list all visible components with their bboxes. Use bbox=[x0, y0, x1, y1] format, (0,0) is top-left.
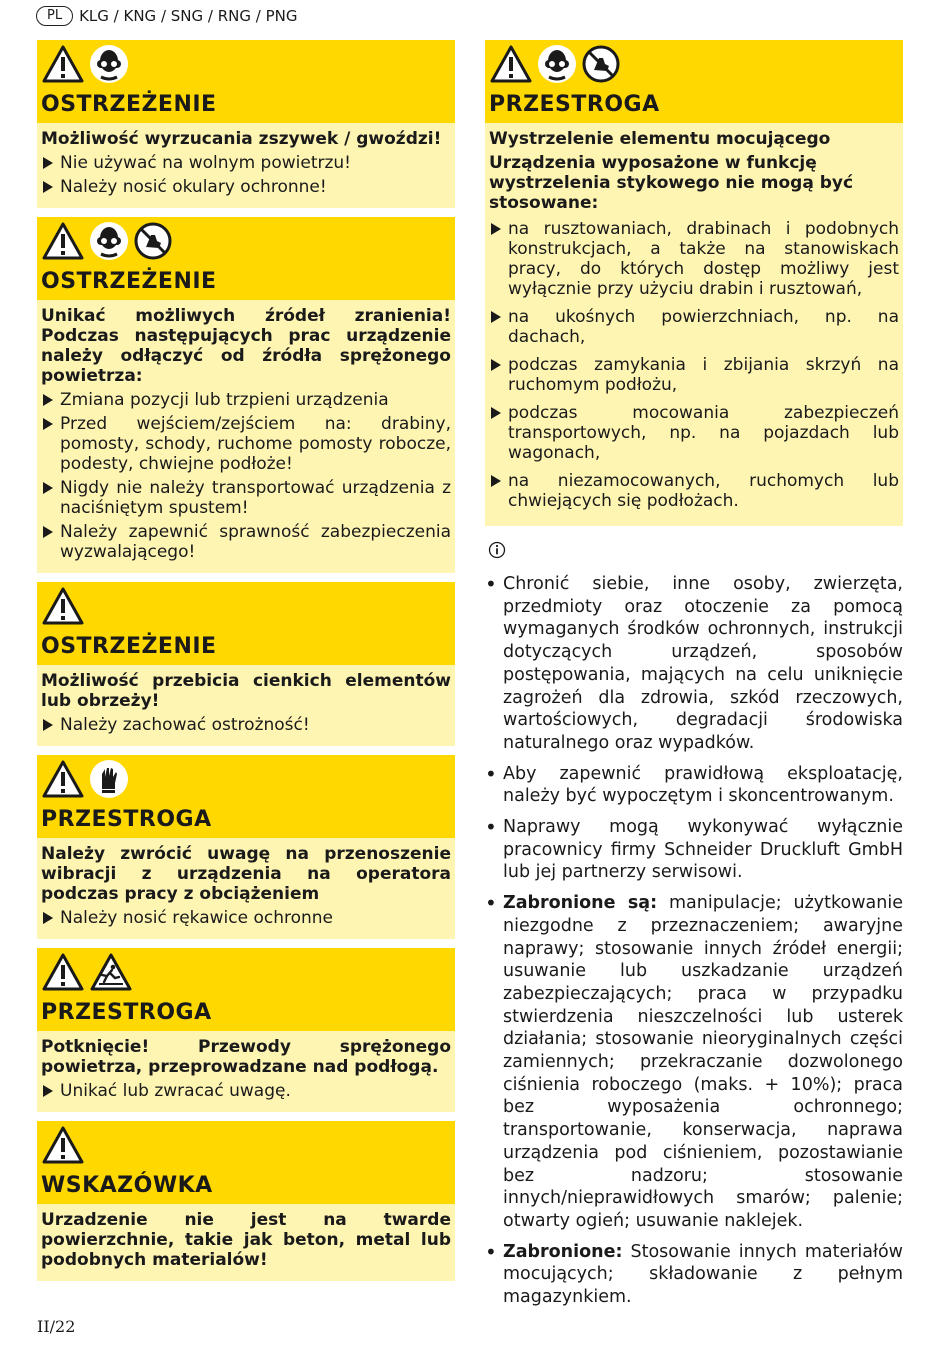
list-item: Zmiana pozycji lub trzpieni urządzenia bbox=[41, 390, 451, 410]
warning-lead: Wystrzelenie elementu mocującego bbox=[489, 129, 831, 149]
list-item: podczas zamykania i zbijania skrzyń na ruchomym podłożu, bbox=[489, 355, 899, 395]
list-item: Należy zapewnić sprawność zabezpieczenia wyzwalającego! bbox=[41, 522, 451, 562]
safety-goggles-icon bbox=[89, 221, 129, 261]
warning-triangle-icon bbox=[41, 586, 85, 626]
warning-box bbox=[37, 40, 455, 208]
icon-row bbox=[489, 44, 899, 86]
info-bullet-label: Zabronione: bbox=[503, 1241, 623, 1262]
info-icon bbox=[488, 541, 506, 559]
list-item: Przed wejściem/zejściem na: drabiny, pomosty, schody, ruchome pomosty robocze, podesty, chwiejne podłoże! bbox=[41, 414, 451, 474]
list-item: Należy nosić okulary ochronne! bbox=[41, 177, 451, 197]
list-item: Należy nosić rękawice ochronne bbox=[41, 908, 451, 928]
warning-list bbox=[489, 219, 899, 511]
info-bullet-text: Aby zapewnić prawidłową eksploatację, należy być wypoczętym i skoncentrowanym. bbox=[503, 763, 903, 807]
warning-triangle-icon bbox=[41, 221, 85, 261]
info-bullet bbox=[485, 763, 903, 808]
info-bullet-list bbox=[485, 573, 903, 1309]
warning-lead: Urzadzenie nie jest na twarde powierzchnie, takie jak beton, metal lub podobnych materialów! bbox=[41, 1210, 451, 1270]
warning-box-header bbox=[37, 1121, 455, 1204]
warning-body bbox=[37, 665, 455, 746]
info-bullet-text: manipulacje; użytkowanie niezgodne z przeznaczeniem; awaryjne naprawy; stosowanie innych źródeł energii; usuwanie lub uszkadzanie urządzeń zabezpieczających; praca w przypadku stwierdzenia nieszczelności lub usterek działania; stosowanie nieoryginalnych części zamiennych; przekraczanie dozwolonego ciśnienia roboczego (maks. + 10%); praca bez wyposażenia ochronnego; transportowanie, konserwacja, naprawa urządzenia pod ciśnieniem, pozostawianie bez nadzoru; stosowanie innych/nieprawidłowych smarów; palenie; otwarty ogień; usuwanie naklejek. bbox=[503, 893, 903, 1231]
warning-list bbox=[41, 1081, 451, 1101]
warning-list bbox=[41, 390, 451, 562]
safety-goggles-icon bbox=[89, 44, 129, 84]
warning-box bbox=[37, 217, 455, 573]
safety-goggles-icon bbox=[537, 44, 577, 84]
info-bullet-text: Chronić siebie, inne osoby, zwierzęta, przedmioty oraz otoczenie za pomocą wymaganych środków ochronnych, instrukcji dotyczących urządzeń, sposobów postępowania, mających na celu uniknięcie zagrożeń dla zdrowia, szkód rzeczowych, wartościowych, degradacji środowiska naturalnego oraz wypadków. bbox=[503, 574, 903, 753]
warning-body bbox=[37, 1031, 455, 1112]
warning-box bbox=[37, 1121, 455, 1281]
model-list: KLG / KNG / SNG / RNG / PNG bbox=[79, 7, 298, 25]
list-item: podczas mocowania zabezpieczeń transportowych, np. na pojazdach lub wagonach, bbox=[489, 403, 899, 463]
warning-box-header bbox=[37, 40, 455, 123]
right-column bbox=[485, 40, 903, 1317]
list-item: Nie używać na wolnym powietrzu! bbox=[41, 153, 451, 173]
warning-title: OSTRZEŻENIE bbox=[41, 92, 217, 117]
info-bullet bbox=[485, 816, 903, 884]
warning-body bbox=[485, 123, 903, 526]
icon-row bbox=[41, 44, 451, 86]
warning-triangle-icon bbox=[41, 44, 85, 84]
trip-hazard-icon bbox=[89, 952, 133, 992]
list-item: na niezamocowanych, ruchomych lub chwiejących się podłożach. bbox=[489, 471, 899, 511]
list-item: Należy zachować ostrożność! bbox=[41, 715, 451, 735]
list-item: na rusztowaniach, drabinach i podobnych konstrukcjach, a także na stanowiskach pracy, do których dostęp możliwy jest wyłącznie przy użyciu drabin i rusztowań, bbox=[489, 219, 899, 299]
icon-row bbox=[41, 586, 451, 628]
no-hand-icon bbox=[581, 44, 621, 84]
warning-box bbox=[37, 755, 455, 939]
warning-list bbox=[41, 715, 451, 735]
warning-box bbox=[485, 40, 903, 526]
language-badge: PL bbox=[36, 6, 73, 26]
warning-body bbox=[37, 123, 455, 208]
warning-subtitle: Urządzenia wyposażone w funkcję wystrzelenia stykowego nie mogą być stosowane: bbox=[489, 153, 854, 213]
warning-title: PRZESTROGA bbox=[41, 1000, 212, 1025]
warning-box bbox=[37, 582, 455, 746]
warning-title: OSTRZEŻENIE bbox=[41, 634, 217, 659]
warning-box-header bbox=[37, 755, 455, 838]
warning-body bbox=[37, 300, 455, 573]
icon-row bbox=[41, 221, 451, 263]
list-item: na ukośnych powierzchniach, np. na dachach, bbox=[489, 307, 899, 347]
list-item: Nigdy nie należy transportować urządzenia z naciśniętym spustem! bbox=[41, 478, 451, 518]
icon-row bbox=[41, 952, 451, 994]
warning-lead: Możliwość przebicia cienkich elementów lub obrzeży! bbox=[41, 671, 451, 711]
warning-box-header bbox=[37, 582, 455, 665]
icon-row bbox=[41, 1125, 451, 1167]
list-item: Unikać lub zwracać uwagę. bbox=[41, 1081, 451, 1101]
warning-title: PRZESTROGA bbox=[41, 807, 212, 832]
warning-lead: Unikać możliwych źródeł zranienia! Podczas następujących prac urządzenie należy odłączyć od źródła sprężonego powietrza: bbox=[41, 306, 451, 386]
page-header bbox=[36, 6, 297, 26]
warning-list bbox=[41, 153, 451, 197]
warning-body bbox=[37, 1204, 455, 1281]
warning-box-header bbox=[37, 948, 455, 1031]
info-bullet bbox=[485, 573, 903, 755]
warning-triangle-icon bbox=[41, 759, 85, 799]
warning-triangle-icon bbox=[41, 952, 85, 992]
no-hand-icon bbox=[133, 221, 173, 261]
info-bullet-text: Stosowanie innych materiałów mocujących; składowanie z pełnym magazynkiem. bbox=[503, 1241, 903, 1308]
warning-title: PRZESTROGA bbox=[489, 92, 660, 117]
warning-triangle-icon bbox=[489, 44, 533, 84]
info-bullet-text: Naprawy mogą wykonywać wyłącznie pracownicy firmy Schneider Druckluft GmbH lub jej partnerzy serwisowi. bbox=[503, 817, 903, 883]
left-column bbox=[37, 40, 455, 1290]
warning-title: OSTRZEŻENIE bbox=[41, 269, 217, 294]
protective-gloves-icon bbox=[89, 759, 129, 799]
warning-list bbox=[41, 908, 451, 928]
page-number: II/22 bbox=[37, 1317, 76, 1336]
info-bullet bbox=[485, 892, 903, 1233]
icon-row bbox=[41, 759, 451, 801]
warning-title: WSKAZÓWKA bbox=[41, 1173, 213, 1198]
info-bullet-label: Zabronione są: bbox=[503, 893, 658, 914]
warning-box-header bbox=[485, 40, 903, 123]
warning-lead: Potknięcie! Przewody sprężonego powietrza, przeprowadzane nad podłogą. bbox=[41, 1037, 451, 1077]
warning-lead: Należy zwrócić uwagę na przenoszenie wibracji z urządzenia na operatora podczas pracy z obciążeniem bbox=[41, 844, 451, 904]
warning-lead: Możliwość wyrzucania zszywek / gwoździ! bbox=[41, 129, 442, 149]
info-bullet bbox=[485, 1241, 903, 1309]
warning-triangle-icon bbox=[41, 1125, 85, 1165]
warning-body bbox=[37, 838, 455, 939]
warning-box-header bbox=[37, 217, 455, 300]
warning-box bbox=[37, 948, 455, 1112]
